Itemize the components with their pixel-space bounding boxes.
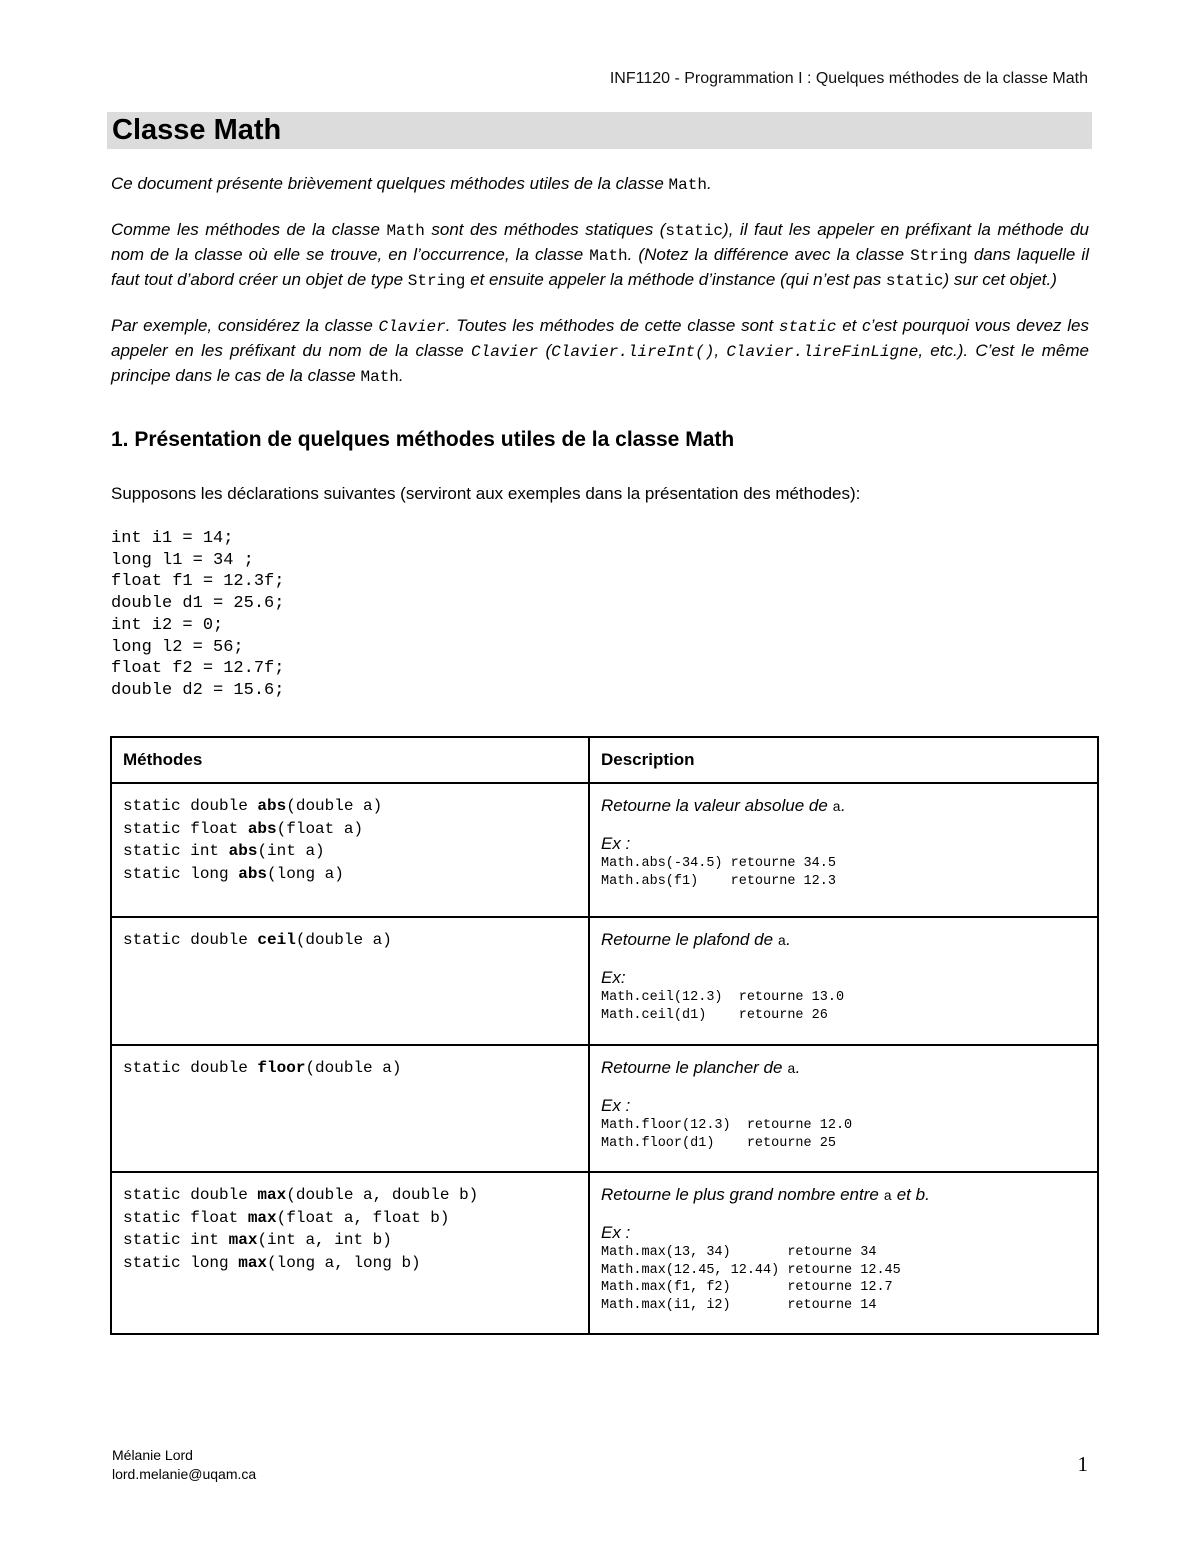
example-line: Math.ceil(12.3) retourne 13.0	[601, 990, 845, 1005]
code: static	[778, 318, 837, 336]
code: static	[665, 222, 724, 240]
table-header-row	[111, 737, 1098, 783]
text: et c’est pourquoi vous devez les appeler en les préfixant du nom de la classe	[111, 316, 1089, 360]
text: ), il faut les appeler en préfixant la méthode du nom de la classe où elle se trouve, en l’occurrence, la classe	[111, 220, 1089, 264]
methods-table	[110, 736, 1099, 1335]
code: String	[910, 247, 968, 265]
footer-author-block	[112, 1446, 256, 1484]
code: Clavier.lireFinLigne	[726, 343, 919, 361]
example-label: Ex :	[601, 834, 631, 853]
text: Comme les méthodes de la classe	[111, 220, 387, 239]
declaration-line: long l2 = 56;	[111, 637, 244, 657]
method-signature: static float abs(float a)	[123, 819, 364, 838]
example-label: Ex :	[601, 1223, 631, 1242]
code: Math	[386, 222, 425, 240]
method-signature: static double abs(double a)	[123, 797, 383, 815]
intro-paragraph-2	[111, 218, 1089, 293]
example-line: Math.floor(d1) retourne 25	[601, 1135, 836, 1151]
example-line: Math.max(13, 34) retourne 34	[601, 1245, 877, 1260]
example-line: Math.max(12.45, 12.44) retourne 12.45	[601, 1262, 901, 1278]
method-signature: static float max(float a, float b)	[123, 1208, 450, 1227]
declaration-line: float f2 = 12.7f;	[111, 659, 285, 679]
text: Ce document présente brièvement quelques méthodes utiles de la classe	[111, 174, 669, 193]
code: Math	[589, 247, 628, 265]
table-row	[111, 783, 1098, 917]
example-line: Math.max(i1, i2) retourne 14	[601, 1297, 877, 1313]
example-line: Math.abs(f1) retourne 12.3	[601, 873, 836, 889]
text: . (Notez la différence avec la classe	[627, 245, 911, 264]
example-line: Math.max(f1, f2) retourne 12.7	[601, 1280, 893, 1295]
method-signature: static int max(int a, int b)	[123, 1231, 392, 1249]
intro-paragraph-1	[111, 172, 1089, 197]
text: , etc.). C’est le même principe dans le cas de la classe	[111, 341, 1089, 385]
intro-paragraph-3	[111, 314, 1089, 389]
text: et ensuite appeler la méthode d’instance (qui n’est pas	[465, 270, 886, 289]
method-description	[589, 1172, 1098, 1334]
text: Par exemple, considérez la classe	[111, 316, 379, 335]
method-signature: static double floor(double a)	[123, 1059, 402, 1077]
example-line: Math.floor(12.3) retourne 12.0	[601, 1118, 853, 1133]
header-description: Description	[589, 737, 1098, 783]
code: Math	[360, 368, 399, 386]
example-label: Ex:	[601, 968, 626, 987]
method-description	[589, 783, 1098, 917]
code: Clavier	[470, 343, 539, 361]
text: ) sur cet objet.)	[943, 270, 1057, 289]
method-description	[589, 917, 1098, 1045]
example-line: Math.abs(-34.5) retourne 34.5	[601, 856, 836, 871]
declaration-line: int i2 = 0;	[111, 615, 224, 635]
declarations-block	[111, 528, 284, 702]
description-text: Retourne la valeur absolue de a.	[601, 796, 846, 816]
table-row	[111, 1045, 1098, 1172]
section-title: 1. Présentation de quelques méthodes utiles de la classe Math	[111, 428, 735, 451]
page-number: 1	[1077, 1452, 1088, 1476]
table-row	[111, 1172, 1098, 1334]
description-text: Retourne le plafond de a.	[601, 930, 791, 950]
intro-text	[111, 172, 1089, 410]
text: .	[706, 174, 712, 193]
example-line: Math.ceil(d1) retourne 26	[601, 1007, 828, 1023]
method-signatures	[111, 1172, 589, 1334]
page-title: Classe Math	[112, 114, 282, 146]
author-name: Mélanie Lord	[112, 1447, 193, 1463]
text: ,	[714, 341, 727, 360]
code: Clavier	[378, 318, 446, 336]
text: dans laquelle il faut tout d’abord créer un objet de type	[111, 245, 1089, 289]
table-row	[111, 917, 1098, 1045]
example-label: Ex :	[601, 1096, 631, 1115]
method-signature: static int abs(int a)	[123, 842, 325, 860]
method-description	[589, 1045, 1098, 1172]
method-signature: static double max(double a, double b)	[123, 1186, 479, 1204]
method-signature: static long abs(long a)	[123, 864, 344, 883]
author-email: lord.melanie@uqam.ca	[112, 1466, 257, 1482]
code: static	[885, 272, 944, 290]
text: (	[538, 341, 552, 360]
method-signature: static double ceil(double a)	[123, 931, 392, 949]
declaration-line: double d1 = 25.6;	[111, 594, 285, 614]
page-header: INF1120 - Programmation I : Quelques méthodes de la classe Math	[609, 70, 1088, 87]
code: Clavier.lireInt()	[551, 343, 715, 361]
header-methods: Méthodes	[111, 737, 589, 783]
description-text: Retourne le plus grand nombre entre a et b.	[601, 1185, 930, 1205]
description-text: Retourne le plancher de a.	[601, 1058, 801, 1078]
method-signature: static long max(long a, long b)	[123, 1253, 421, 1272]
declaration-line: float f1 = 12.3f;	[111, 572, 285, 592]
text: . Toutes les méthodes de cette classe sont	[445, 316, 779, 335]
code: Math	[668, 176, 707, 194]
text: .	[398, 366, 404, 385]
declaration-line: double d2 = 15.6;	[111, 680, 285, 700]
title-bar	[107, 112, 1092, 149]
method-signatures	[111, 1045, 589, 1172]
section-intro: Supposons les déclarations suivantes (serviront aux exemples dans la présentation des méthodes):	[111, 484, 861, 503]
declaration-line: int i1 = 14;	[111, 529, 234, 548]
method-signatures	[111, 783, 589, 917]
text: sont des méthodes statiques (	[424, 220, 666, 239]
declaration-line: long l1 = 34 ;	[111, 550, 254, 570]
code: String	[407, 272, 466, 290]
method-signatures	[111, 917, 589, 1045]
